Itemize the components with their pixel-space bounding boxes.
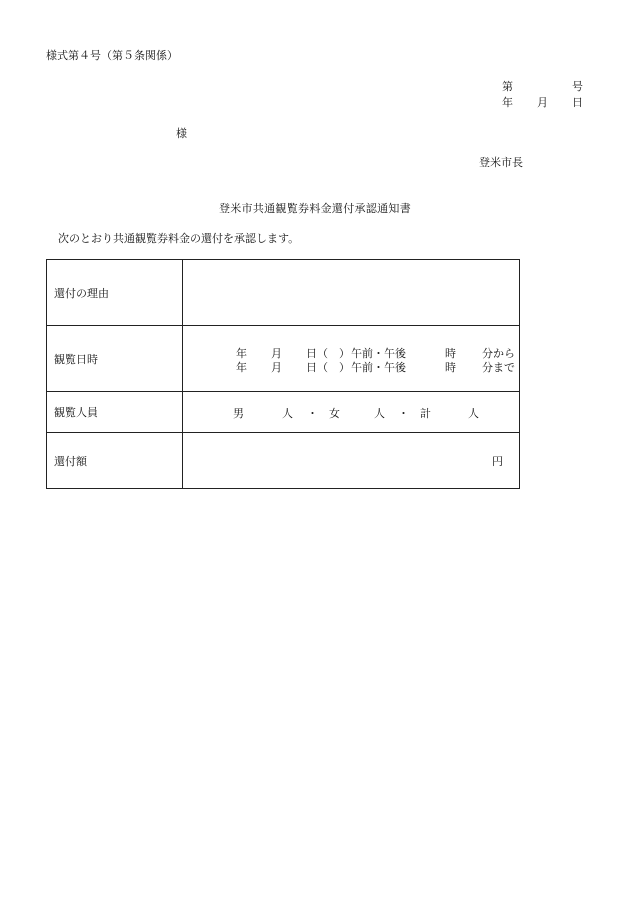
datetime-line-to bbox=[183, 359, 528, 373]
date-month: 月 bbox=[537, 96, 548, 109]
row-label-reason: 還付の理由 bbox=[47, 260, 183, 326]
document-title: 登米市共通観覧券料金還付承認通知書 bbox=[218, 202, 412, 215]
date-day: 日 bbox=[572, 96, 583, 109]
yen-unit: 円 bbox=[492, 455, 503, 468]
separator: ・ bbox=[398, 407, 409, 420]
male-label: 男 bbox=[233, 407, 244, 420]
dt-ampm: 午前・午後 bbox=[351, 347, 406, 360]
table-row bbox=[47, 433, 520, 489]
dt-minute: 分から bbox=[482, 347, 515, 360]
people-count bbox=[183, 392, 519, 432]
dt-hour: 時 bbox=[445, 347, 456, 360]
table-row bbox=[47, 260, 520, 326]
row-value-people bbox=[183, 392, 520, 433]
addressee: 様 bbox=[176, 127, 187, 140]
table-row bbox=[47, 392, 520, 433]
total-label: 計 bbox=[420, 407, 431, 420]
dt-year: 年 bbox=[236, 361, 247, 374]
male-unit: 人 bbox=[282, 407, 293, 420]
refund-table bbox=[46, 259, 520, 489]
table-row bbox=[47, 326, 520, 392]
date-year: 年 bbox=[502, 96, 513, 109]
issuer: 登米市長 bbox=[479, 156, 523, 169]
female-unit: 人 bbox=[374, 407, 385, 420]
dt-month: 月 bbox=[271, 361, 282, 374]
dt-year: 年 bbox=[236, 347, 247, 360]
row-label-refund-amount: 還付額 bbox=[47, 433, 183, 489]
dt-day: 日（ ） bbox=[306, 361, 350, 374]
body-text: 次のとおり共通観覧券料金の還付を承認します。 bbox=[58, 232, 300, 245]
separator: ・ bbox=[307, 407, 318, 420]
dt-minute: 分まで bbox=[482, 361, 515, 374]
datetime-line-from bbox=[183, 345, 528, 359]
row-value-datetime bbox=[183, 326, 520, 392]
form-number: 様式第４号（第５条関係） bbox=[46, 49, 178, 62]
row-value-reason bbox=[183, 260, 520, 326]
dt-day: 日（ ） bbox=[306, 347, 350, 360]
row-value-refund-amount bbox=[183, 433, 520, 489]
total-unit: 人 bbox=[468, 407, 479, 420]
doc-no-suffix: 号 bbox=[572, 80, 583, 93]
row-label-people: 観覧人員 bbox=[47, 392, 183, 433]
female-label: 女 bbox=[329, 407, 340, 420]
dt-hour: 時 bbox=[445, 361, 456, 374]
dt-month: 月 bbox=[271, 347, 282, 360]
doc-no-prefix: 第 bbox=[502, 80, 513, 93]
dt-ampm: 午前・午後 bbox=[351, 361, 406, 374]
row-label-datetime: 観覧日時 bbox=[47, 326, 183, 392]
